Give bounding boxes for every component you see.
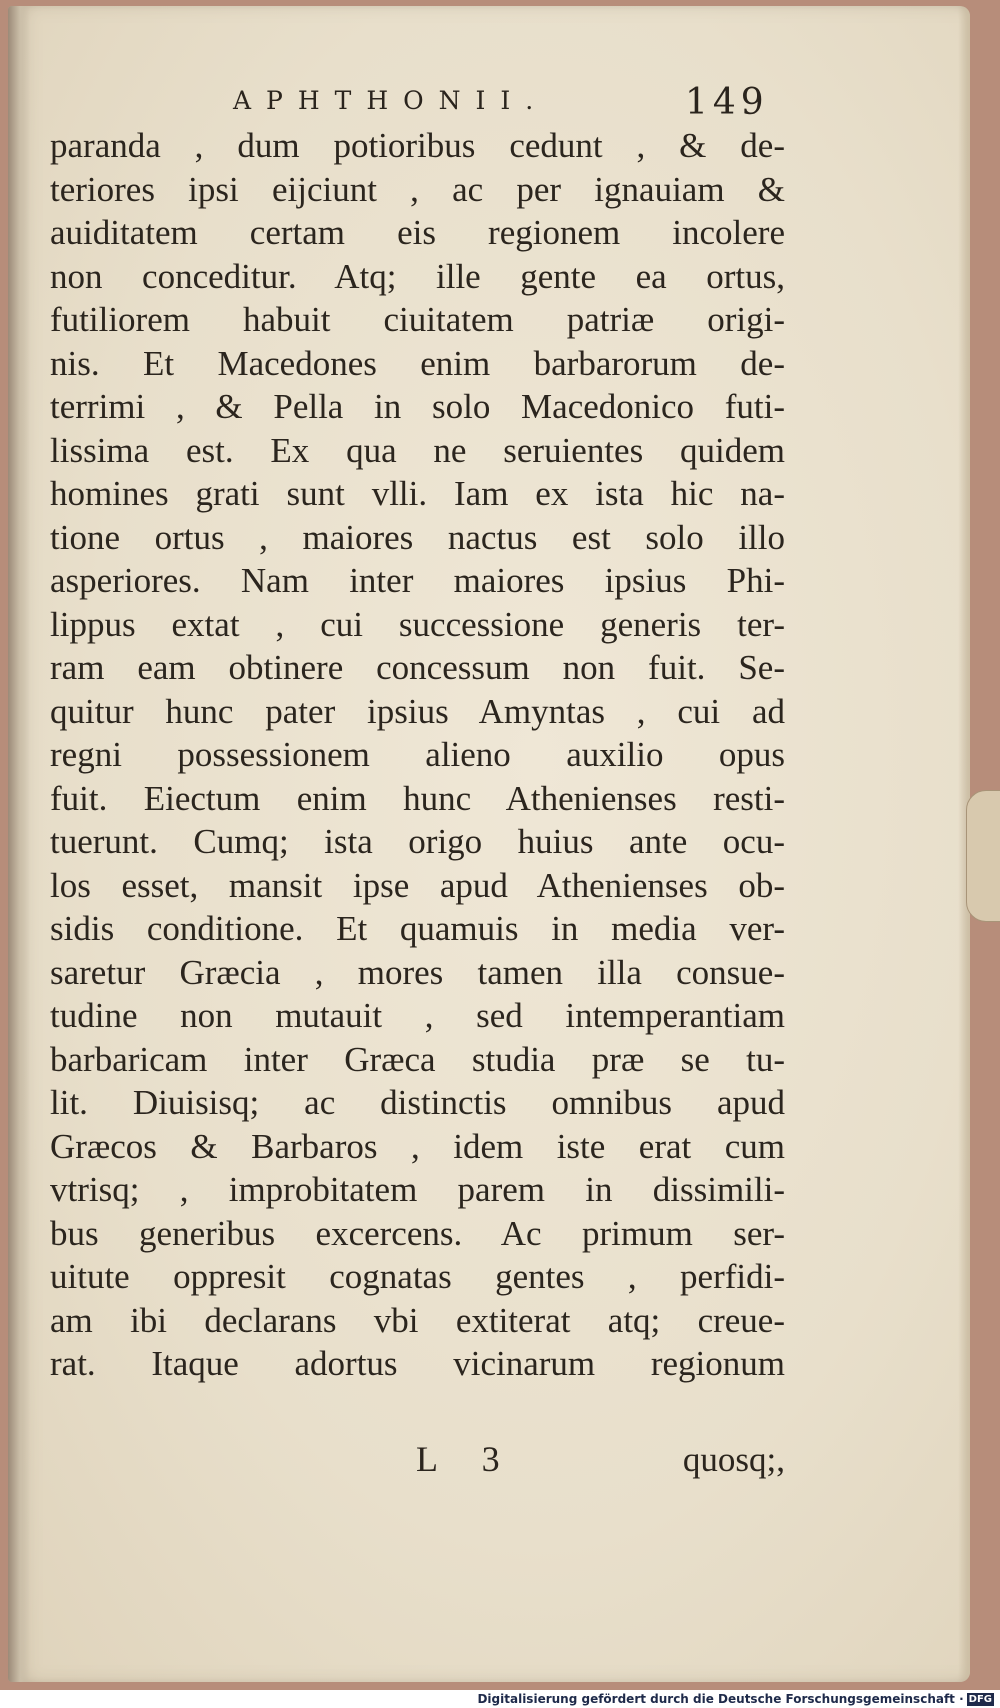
text-line: lit. Diuisisq; ac distinctis omnibus apud (50, 1083, 785, 1122)
page-number: 149 (685, 82, 769, 123)
digitization-credit (477, 1690, 994, 1708)
catchword: quosq;, (682, 1440, 785, 1479)
running-head (233, 82, 793, 126)
text-line: auiditatem certam eis regionem incolere (50, 213, 785, 252)
text-line: teriores ipsi eijciunt , ac per ignauiam & (50, 169, 785, 209)
text-line: non conceditur. Atq; ille gente ea ortus, (50, 256, 785, 296)
text-line: vtrisq; , improbitatem parem in dissimili- (50, 1170, 785, 1209)
text-line: ram eam obtinere concessum non fuit. Se- (50, 648, 785, 687)
page-tab (966, 790, 1000, 922)
page-footer (50, 1438, 785, 1488)
text-line: terrimi , & Pella in solo Macedonico futi- (50, 387, 785, 426)
text-line: barbaricam inter Græca studia præ se tu- (50, 1039, 785, 1079)
text-line: lippus extat , cui successione generis ter- (50, 604, 785, 644)
text-line: asperiores. Nam inter maiores ipsius Phi- (50, 561, 785, 600)
text-line: am ibi declarans vbi extiterat atq; creue- (50, 1300, 785, 1340)
text-line: regni possessionem alieno auxilio opus (50, 735, 785, 774)
text-line: uitute oppresit cognatas gentes , perfidi- (50, 1257, 785, 1296)
text-line: saretur Græcia , mores tamen illa consue- (50, 952, 785, 992)
text-line: tudine non mutauit , sed intemperantiam (50, 996, 785, 1035)
text-line: paranda , dum potioribus cedunt , & de- (50, 126, 785, 165)
book-page (8, 6, 970, 1682)
text-line: bus generibus excercens. Ac primum ser- (50, 1213, 785, 1253)
credit-text: Digitalisierung gefördert durch die Deutsche Forschungsgemeinschaft · (477, 1692, 964, 1706)
text-line: homines grati sunt vlli. Iam ex ista hic na- (50, 474, 785, 513)
text-line: rat. Itaque adortus vicinarum regionum (50, 1344, 785, 1383)
text-line: Græcos & Barbaros , idem iste erat cum (50, 1126, 785, 1166)
text-line: lissima est. Ex qua ne seruientes quidem (50, 430, 785, 470)
text-line: nis. Et Macedones enim barbarorum de- (50, 343, 785, 383)
text-line: los esset, mansit ipse apud Athenienses ob- (50, 865, 785, 905)
body-text (50, 124, 785, 1386)
signature-mark: L 3 (416, 1439, 518, 1479)
running-head-title: APHTHONII. (233, 86, 549, 115)
text-line: quitur hunc pater ipsius Amyntas , cui ad (50, 691, 785, 731)
text-line: futiliorem habuit ciuitatem patriæ origi- (50, 300, 785, 339)
text-line: tuerunt. Cumq; ista origo huius ante ocu- (50, 822, 785, 861)
dfg-logo: DFG (968, 1694, 992, 1705)
text-line: sidis conditione. Et quamuis in media ver- (50, 909, 785, 948)
text-line: tione ortus , maiores nactus est solo illo (50, 517, 785, 557)
page-gutter (8, 6, 30, 1682)
text-line: fuit. Eiectum enim hunc Athenienses resti- (50, 778, 785, 818)
